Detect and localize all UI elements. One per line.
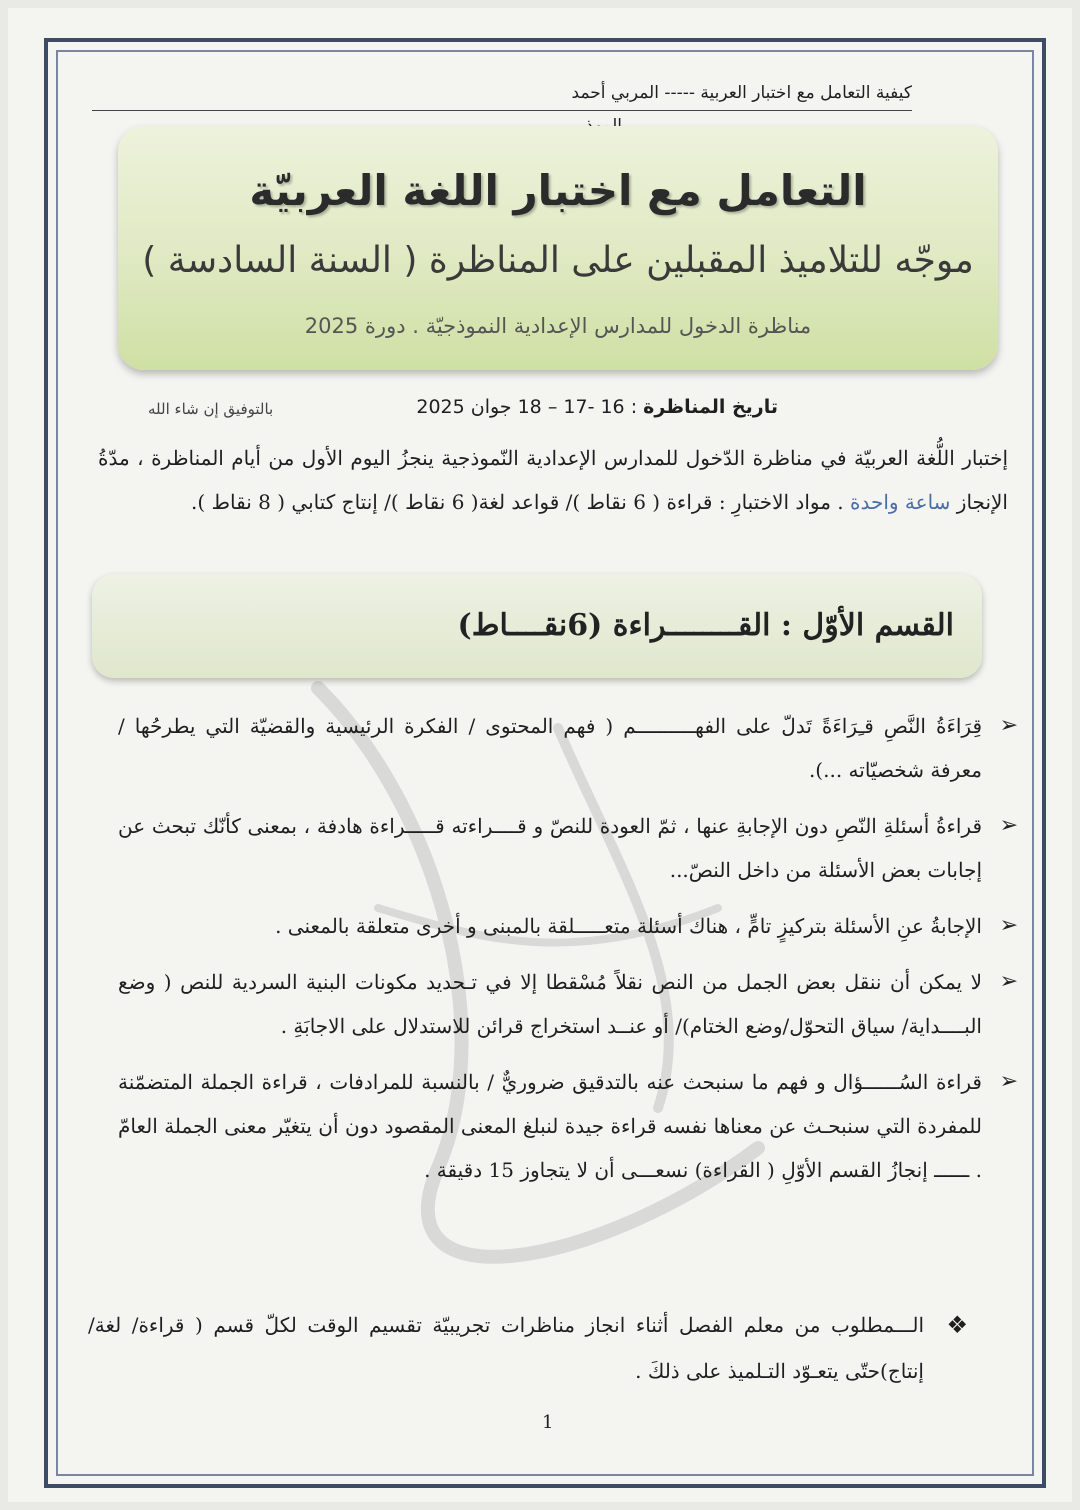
exam-duration: ساعة واحدة	[850, 490, 951, 514]
diamond-bullet-icon: ❖	[946, 1311, 968, 1339]
intro-text-after: . مواد الاختبارِ : قراءة ( 6 نقاط )/ قواعد لغة( 6 نقاط )/ إنتاج كتابي ( 8 نقاط ).	[191, 490, 851, 514]
section-title: القسم الأوّل : القــــــــراءة (6نقــــاط)	[457, 608, 954, 643]
exam-date-value: : 16 -17 – 18 جوان 2025	[416, 396, 644, 418]
list-item	[118, 704, 1018, 792]
list-item-text: لا يمكن أن ننقل بعض الجمل من النص نقلاً مُسْقطا إلا في تـحديد مكونات البنية السردية للنص ( وضع البــــداية/ سياق التحوّل/وضع الختام)/ أو عنــد استخراج قرائن للاستدلال على الاجابَةِ .	[118, 970, 982, 1038]
list-item	[118, 804, 1018, 892]
document-subtitle: موجّه للتلاميذ المقبلين على المناظرة ( السنة السادسة )	[142, 240, 974, 281]
section-header-box	[92, 574, 982, 678]
exam-date-label: تاريخ المناظرة	[643, 396, 778, 418]
list-item-text: قِرَاءَةُ النَّصِ قـِرَاءَةً تَدلّ على الفهــــــــــم ( فهم المحتوى / الفكرة الرئيسية والقضيّة التي يطرحُها / معرفة شخصيّاته ...).	[118, 714, 982, 782]
list-item	[118, 904, 1018, 948]
list-item-text: قراءة السُــــــؤال و فهم ما سنبحث عنه بالتدقيق ضروريٌّ / بالنسبة للمرادفات ، قراءة الجملة المتضمّنة للمفردة التي سنبحـث عن معناها نفسه قراءة جيدة لنبلغ المعنى المقصود دون أن يتغيّر معنى الجملة العامّ . ــــــ إنجازُ القسم الأوّلِ ( القراءة) نسعـــى أن لا يتجاوز 15 دقيقة .	[118, 1070, 982, 1182]
arrow-bullet-icon: ➢	[999, 969, 1018, 994]
arrow-bullet-icon: ➢	[999, 813, 1018, 838]
arrow-bullet-icon: ➢	[999, 1069, 1018, 1094]
exam-date	[338, 396, 778, 418]
teacher-note	[88, 1302, 968, 1394]
arrow-bullet-icon: ➢	[999, 913, 1018, 938]
page-number: 1	[542, 1412, 554, 1433]
title-box	[118, 126, 998, 370]
intro-text-before: إختبار اللُّغة العربيّة في مناظرة الدّخول للمدارس الإعدادية النّموذجية ينجزُ اليوم الأول من أيام المناظرة ، مدّةُ الإنجاز	[98, 446, 1008, 514]
exam-edition: مناظرة الدخول للمدارس الإعدادية النموذجيّة . دورة 2025	[304, 314, 812, 338]
intro-paragraph	[98, 436, 1008, 524]
reading-tips-list	[118, 704, 1018, 1204]
list-item-text: قراءةُ أسئلةِ النّصِ دون الإجابةِ عنها ، ثمّ العودة للنصّ و قــــراءته قـــــراءة هادفة ، بمعنى كأنّك تبحث عن إجابات بعض الأسئلة من داخل النصّ...	[118, 814, 982, 882]
document-page	[8, 8, 1072, 1502]
arrow-bullet-icon: ➢	[999, 713, 1018, 738]
teacher-note-text: الـــمطلوب من معلم الفصل أثناء انجاز مناظرات تجريبيّة تقسيم الوقت لكلّ قسم ( قراءة/ لغة/ إنتاج)حتّى يتعـوّد التـلميذ على ذلكَ .	[88, 1313, 924, 1383]
list-item-text: الإجابةُ عنِ الأسئلة بتركيزٍ تامٍّ ، هناك أسئلة متعـــــلقة بالمبنى و أخرى متعلقة بالمعنى .	[275, 914, 982, 938]
list-item	[118, 1060, 1018, 1192]
header-line-1: كيفية التعامل مع اختبار العربية ----- المربي أحمد	[92, 78, 912, 111]
list-item	[118, 960, 1018, 1048]
blessing-text: بالتوفيق إن شاء الله	[148, 400, 274, 418]
document-title: التعامل مع اختبار اللغة العربيّة	[249, 166, 867, 215]
